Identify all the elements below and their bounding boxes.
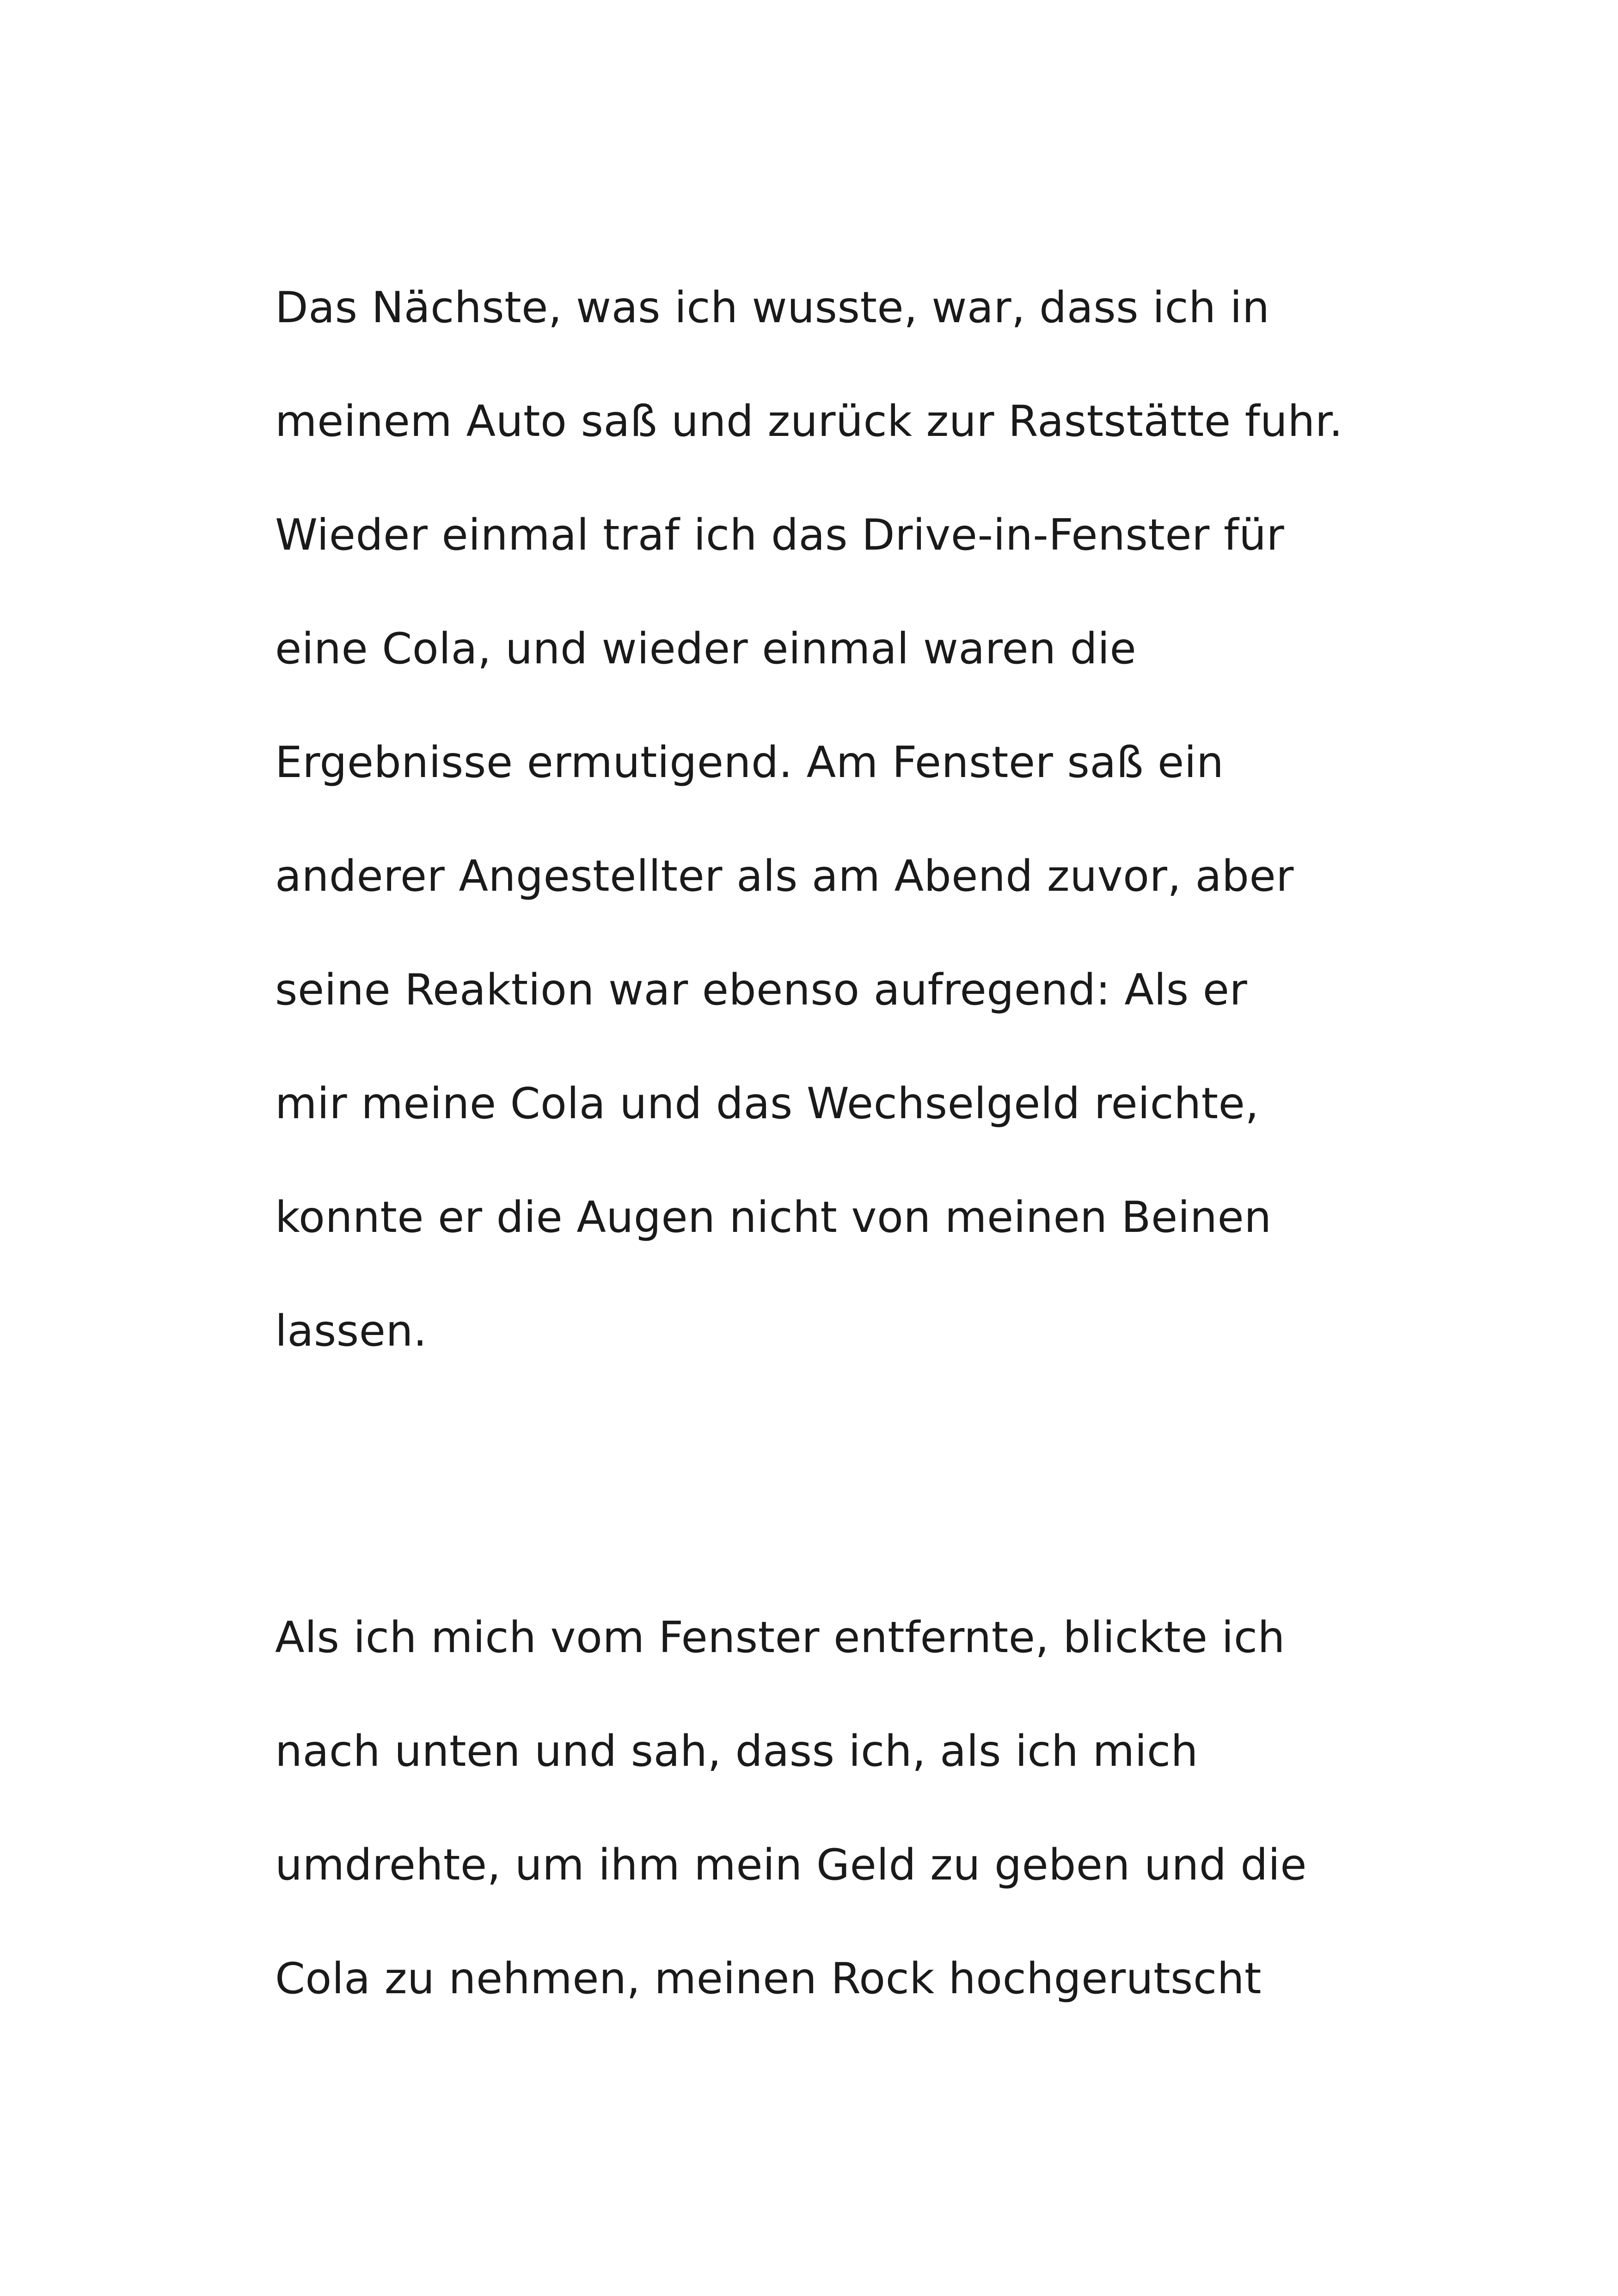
text-line: meinem Auto saß und zurück zur Raststätte fuhr. <box>275 396 1343 446</box>
text-line: mir meine Cola und das Wechselgeld reichte, <box>275 1078 1259 1128</box>
text-line: konnte er die Augen nicht von meinen Beinen <box>275 1192 1272 1242</box>
text-line: nach unten und sah, dass ich, als ich mich <box>275 1726 1198 1776</box>
text-line: anderer Angestellter als am Abend zuvor, aber <box>275 851 1294 901</box>
text-line: Cola zu nehmen, meinen Rock hochgerutscht <box>275 1953 1262 2003</box>
text-line: Das Nächste, was ich wusste, war, dass ich in <box>275 282 1270 332</box>
text-line: umdrehte, um ihm mein Geld zu geben und die <box>275 1840 1307 1890</box>
text-line: Wieder einmal traf ich das Drive-in-Fenster für <box>275 510 1285 560</box>
text-line: lassen. <box>275 1306 427 1356</box>
text-line: eine Cola, und wieder einmal waren die <box>275 624 1137 673</box>
text-line: Als ich mich vom Fenster entfernte, blickte ich <box>275 1612 1285 1662</box>
text-line: seine Reaktion war ebenso aufregend: Als er <box>275 965 1248 1015</box>
text-line: Ergebnisse ermutigend. Am Fenster saß ein <box>275 737 1224 787</box>
